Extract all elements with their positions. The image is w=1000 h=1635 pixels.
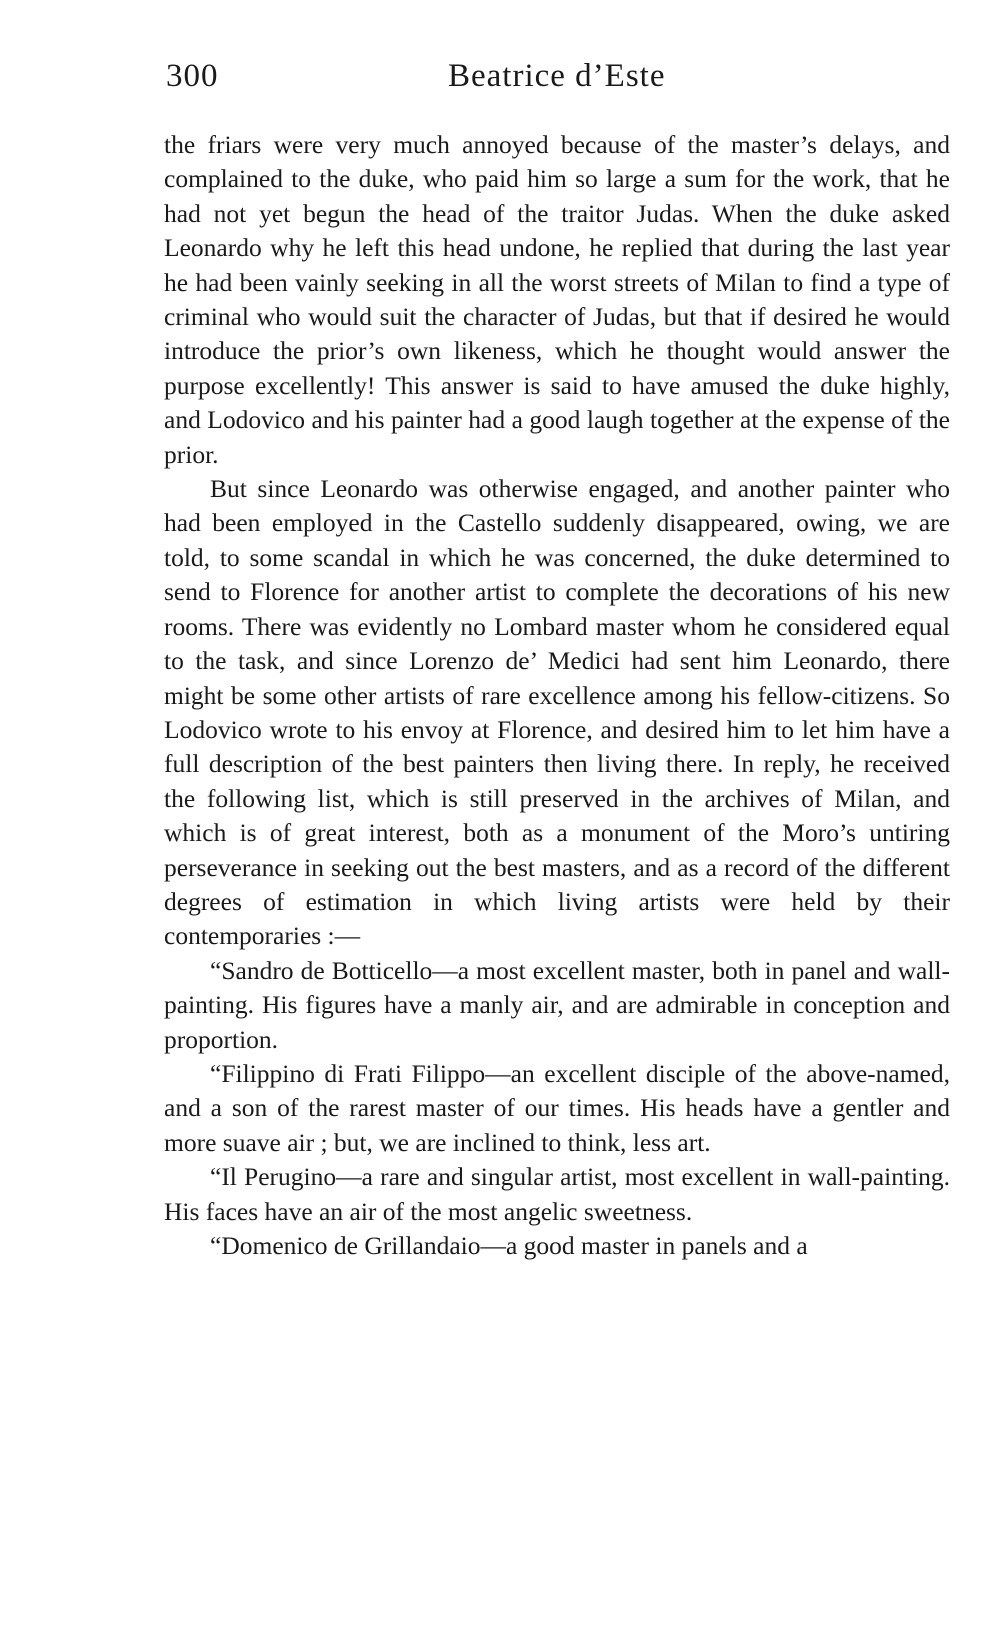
page-number: 300 (166, 58, 219, 94)
body-text (164, 128, 950, 1263)
paragraph-continuation: the friars were very much annoyed because of the master’s delays, and complained to the duke, who paid him so large a sum for the work, that he had not yet begun the head of the traitor Judas. When the duke asked Leonardo why he left this head undone, he replied that during the last year he had been vainly seeking in all the worst streets of Milan to find a type of criminal who would suit the character of Judas, but that if desired he would introduce the prior’s own likeness, which he thought would answer the purpose excellently! This answer is said to have amused the duke highly, and Lodovico and his painter had a good laugh together at the expense of the prior. (164, 130, 950, 469)
paragraph-perugino: “Il Perugino—a rare and singular artist, most excellent in wall-painting. His faces have an air of the most angelic sweetness. (164, 1162, 950, 1226)
page-header (166, 58, 950, 102)
paragraph-filippino: “Filippino di Frati Filippo—an excellent disciple of the above-named, and a son of the rarest master of our times. His heads have a gentler and more suave air ; but, we are inclined to think, less art. (164, 1058, 950, 1157)
paragraph-florence-envoy: But since Leonardo was otherwise engaged, and another painter who had been employed in the Castello suddenly disappeared, owing, we are told, to some scandal in which he was concerned, the duke determined to send to Florence for another artist to complete the decorations of his new rooms. There was evidently no Lombard master whom he considered equal to the task, and since Lorenzo de’ Medici had sent him Leonardo, there might be some other artists of rare excellence among his fellow-citizens. So Lodovico wrote to his envoy at Florence, and desired him to let him have a full description of the best painters then living there. In reply, he received the following list, which is still preserved in the archives of Milan, and which is of great interest, both as a monument of the Moro’s untiring perseverance in seeking out the best masters, and as a record of the different degrees of estimation in which living artists were held by their contemporaries :— (164, 474, 950, 951)
paragraph-grillandaio: “Domenico de Grillandaio—a good master in panels and a (210, 1231, 808, 1260)
paragraph-botticelli: “Sandro de Botticello—a most excellent master, both in panel and wall-painting. His figures have a manly air, and are admirable in conception and proportion. (164, 955, 950, 1054)
running-title: Beatrice d’Este (448, 58, 666, 94)
